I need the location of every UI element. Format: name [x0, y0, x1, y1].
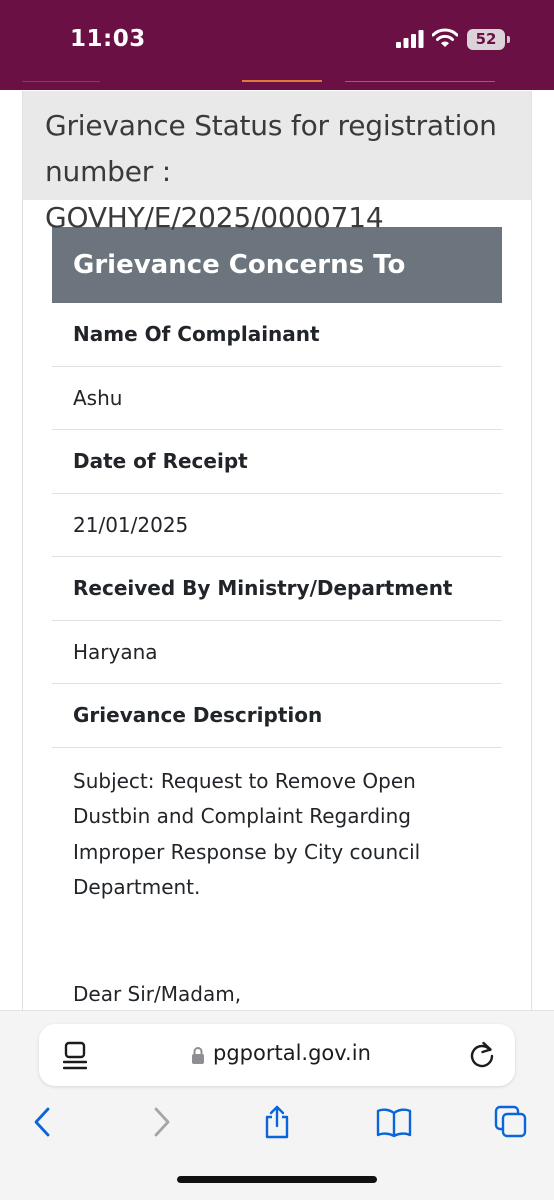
lock-icon: [191, 1046, 205, 1064]
status-time: 11:03: [70, 26, 146, 52]
grievance-status-page: [22, 91, 532, 1011]
home-indicator: [177, 1176, 377, 1183]
field-value-ministry: Haryana: [52, 621, 502, 685]
description-salutation: Dear Sir/Madam,: [73, 981, 242, 1006]
grievance-description: [52, 748, 502, 1012]
nav-underline-right: [345, 81, 495, 82]
tabs-icon[interactable]: [494, 1105, 528, 1139]
description-subject: Subject: Request to Remove Open Dustbin and Complaint Regarding Improper Response by City council Department.: [73, 768, 421, 899]
cellular-signal-icon: [396, 30, 424, 48]
field-label-complainant: Name Of Complainant: [52, 303, 502, 367]
share-icon[interactable]: [262, 1105, 292, 1139]
reader-mode-icon[interactable]: [63, 1041, 87, 1071]
back-icon[interactable]: [28, 1105, 58, 1139]
battery-level: 52: [467, 29, 505, 50]
status-bar: [0, 0, 554, 90]
address-bar[interactable]: [39, 1024, 515, 1086]
nav-underline-active: [242, 80, 322, 82]
reload-icon[interactable]: [469, 1041, 495, 1069]
nav-underline-left: [22, 81, 100, 82]
battery-nub: [507, 36, 510, 43]
url-text[interactable]: pgportal.gov.in: [213, 1041, 371, 1065]
wifi-icon: [432, 28, 458, 48]
card-header-title: Grievance Concerns To: [73, 250, 406, 280]
page-header: [23, 91, 531, 234]
bookmarks-icon[interactable]: [376, 1105, 412, 1139]
forward-icon[interactable]: [146, 1105, 176, 1139]
field-value-date-of-receipt: 21/01/2025: [52, 494, 502, 558]
field-value-complainant: Ashu: [52, 367, 502, 431]
battery-indicator: [467, 29, 511, 50]
browser-toolbar: [0, 1010, 554, 1200]
field-label-ministry: Received By Ministry/Department: [52, 557, 502, 621]
field-label-date-of-receipt: Date of Receipt: [52, 430, 502, 494]
grievance-card: [23, 200, 531, 1011]
field-label-description: Grievance Description: [52, 684, 502, 748]
page-title: Grievance Status for registration number : GOVHY/E/2025/0000714: [45, 109, 497, 234]
